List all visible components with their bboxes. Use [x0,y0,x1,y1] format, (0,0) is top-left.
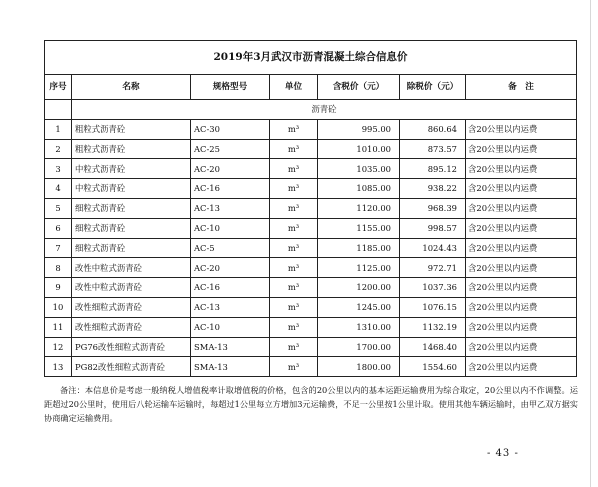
cell-remark: 含20公里以内运费 [466,159,577,179]
cell-tax-inclusive-price: 1800.00 [318,357,400,377]
cell-remark: 含20公里以内运费 [466,119,577,139]
col-header-unit: 单位 [270,75,318,100]
cell-unit: m³ [270,258,318,278]
table-row [45,238,577,258]
cell-remark: 含20公里以内运费 [466,317,577,337]
table-row [45,337,577,357]
cell-row-number: 11 [45,317,72,337]
cell-material-name: 中粒式沥青砼 [72,159,191,179]
cell-unit: m³ [270,139,318,159]
cell-tax-inclusive-price: 1700.00 [318,337,400,357]
cell-tax-exclusive-price: 1132.19 [400,317,466,337]
cell-remark: 含20公里以内运费 [466,357,577,377]
cell-row-number: 2 [45,139,72,159]
cell-tax-inclusive-price: 995.00 [318,119,400,139]
cell-unit: m³ [270,337,318,357]
col-header-net-price: 除税价（元） [400,75,466,100]
cell-tax-exclusive-price: 1037.36 [400,278,466,298]
cell-spec-model: AC-16 [191,179,270,199]
cell-tax-inclusive-price: 1120.00 [318,198,400,218]
cell-tax-exclusive-price: 1076.15 [400,297,466,317]
cell-row-number: 13 [45,357,72,377]
cell-spec-model: SMA-13 [191,337,270,357]
table-row [45,317,577,337]
page-edge-divider [590,0,591,487]
cell-spec-model: AC-30 [191,119,270,139]
col-header-no: 序号 [45,75,72,100]
cell-spec-model: AC-10 [191,317,270,337]
cell-material-name: 粗粒式沥青砼 [72,139,191,159]
cell-spec-model: AC-25 [191,139,270,159]
cell-row-number: 9 [45,278,72,298]
table-row [45,357,577,377]
cell-tax-inclusive-price: 1010.00 [318,139,400,159]
cell-unit: m³ [270,278,318,298]
col-header-tax-price: 含税价（元） [318,75,400,100]
table-row [45,278,577,298]
cell-unit: m³ [270,238,318,258]
cell-material-name: 改性细粒式沥青砼 [72,297,191,317]
cell-tax-inclusive-price: 1185.00 [318,238,400,258]
cell-material-name: PG76改性细粒式沥青砼 [72,337,191,357]
cell-tax-exclusive-price: 895.12 [400,159,466,179]
cell-tax-exclusive-price: 1024.43 [400,238,466,258]
cell-row-number: 1 [45,119,72,139]
footnote: 备注：本信息价是考虑一般纳税人增值税率计取增值税的价格，包含的20公里以内的基本运距运输费用为综合取定，20公里以内不作调整。运距超过20公里时，使用后八轮运输车运输时，每超过1公里每立方增加3元运输费，不足一公里按1公里计取。使用其他车辆运输时，由甲乙双方据实协商确定运输费用。 [44,385,578,424]
page-number: - 43 - [487,448,519,459]
cell-spec-model: AC-20 [191,159,270,179]
cell-tax-inclusive-price: 1035.00 [318,159,400,179]
cell-spec-model: SMA-13 [191,357,270,377]
cell-spec-model: AC-20 [191,258,270,278]
cell-tax-exclusive-price: 998.57 [400,218,466,238]
cell-remark: 含20公里以内运费 [466,218,577,238]
table-row [45,258,577,278]
cell-remark: 含20公里以内运费 [466,258,577,278]
cell-remark: 含20公里以内运费 [466,297,577,317]
cell-tax-exclusive-price: 938.22 [400,179,466,199]
cell-row-number: 7 [45,238,72,258]
cell-remark: 含20公里以内运费 [466,278,577,298]
cell-tax-exclusive-price: 873.57 [400,139,466,159]
table-title: 2019年3月武汉市沥青混凝土综合信息价 [45,41,577,75]
cell-unit: m³ [270,218,318,238]
col-header-spec: 规格型号 [191,75,270,100]
cell-spec-model: AC-5 [191,238,270,258]
cell-unit: m³ [270,179,318,199]
cell-tax-inclusive-price: 1200.00 [318,278,400,298]
cell-remark: 含20公里以内运费 [466,238,577,258]
cell-spec-model: AC-13 [191,198,270,218]
cell-unit: m³ [270,198,318,218]
cell-unit: m³ [270,357,318,377]
table-row [45,218,577,238]
table-row [45,297,577,317]
cell-material-name: 细粒式沥青砼 [72,218,191,238]
cell-material-name: 中粒式沥青砼 [72,179,191,199]
cell-material-name: 粗粒式沥青砼 [72,119,191,139]
cell-row-number: 5 [45,198,72,218]
table-row [45,139,577,159]
cell-spec-model: AC-16 [191,278,270,298]
cell-tax-inclusive-price: 1125.00 [318,258,400,278]
cell-material-name: 细粒式沥青砼 [72,198,191,218]
cell-unit: m³ [270,119,318,139]
cell-material-name: 改性细粒式沥青砼 [72,317,191,337]
cell-spec-model: AC-13 [191,297,270,317]
cell-tax-inclusive-price: 1155.00 [318,218,400,238]
category-label: 沥青砼 [72,100,577,120]
cell-material-name: 改性中粒式沥青砼 [72,278,191,298]
cell-unit: m³ [270,159,318,179]
table-row [45,198,577,218]
cell-row-number: 6 [45,218,72,238]
cell-row-number: 4 [45,179,72,199]
cell-remark: 含20公里以内运费 [466,337,577,357]
cell-tax-inclusive-price: 1085.00 [318,179,400,199]
cell-spec-model: AC-10 [191,218,270,238]
price-table [44,40,577,377]
table-row [45,119,577,139]
cell-tax-exclusive-price: 860.64 [400,119,466,139]
cell-tax-exclusive-price: 972.71 [400,258,466,278]
cell-material-name: PG82改性细粒式沥青砼 [72,357,191,377]
cell-remark: 含20公里以内运费 [466,179,577,199]
cell-tax-exclusive-price: 1468.40 [400,337,466,357]
category-spacer [45,100,72,120]
table-row [45,179,577,199]
cell-tax-exclusive-price: 1554.60 [400,357,466,377]
cell-unit: m³ [270,317,318,337]
cell-row-number: 8 [45,258,72,278]
cell-unit: m³ [270,297,318,317]
cell-remark: 含20公里以内运费 [466,139,577,159]
cell-tax-inclusive-price: 1245.00 [318,297,400,317]
cell-material-name: 细粒式沥青砼 [72,238,191,258]
col-header-name: 名称 [72,75,191,100]
cell-row-number: 10 [45,297,72,317]
price-document [44,40,576,377]
cell-row-number: 3 [45,159,72,179]
cell-tax-inclusive-price: 1310.00 [318,317,400,337]
cell-material-name: 改性中粒式沥青砼 [72,258,191,278]
table-row [45,159,577,179]
cell-tax-exclusive-price: 968.39 [400,198,466,218]
col-header-remark: 备 注 [466,75,577,100]
cell-remark: 含20公里以内运费 [466,198,577,218]
cell-row-number: 12 [45,337,72,357]
